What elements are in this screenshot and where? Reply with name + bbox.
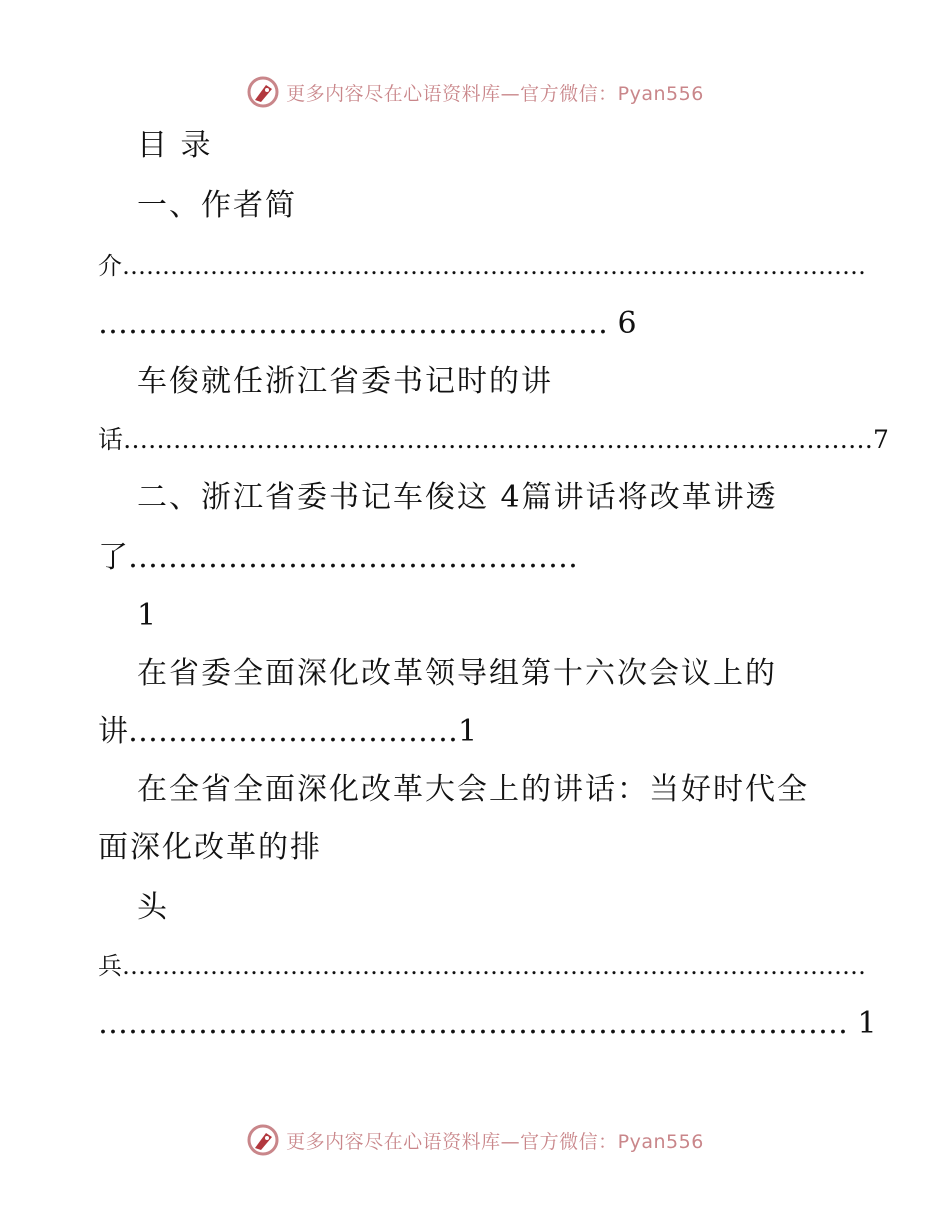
toc-line-10: 讲……………………………1 <box>98 714 478 749</box>
footer-watermark-banner <box>0 1120 950 1160</box>
pen-nib-logo-icon <box>246 1123 280 1157</box>
toc-title: 目 录 <box>137 128 213 163</box>
toc-line-1: 一、作者简 <box>137 188 297 223</box>
toc-line-9: 在省委全面深化改革领导组第十六次会议上的 <box>137 656 777 691</box>
toc-line-4: 车俊就任浙江省委书记时的讲 <box>137 364 553 399</box>
toc-line-13: 头 <box>137 890 169 925</box>
watermark-text: 更多内容尽在心语资料库—官方微信：Pyan556 <box>286 82 704 105</box>
toc-line-2: 介………………………………………………………………………………… <box>98 252 866 280</box>
toc-line-11: 在全省全面深化改革大会上的讲话：当好时代全 <box>137 772 809 807</box>
watermark-text: 更多内容尽在心语资料库—官方微信：Pyan556 <box>286 1130 704 1153</box>
toc-line-7: 了……………………………………… <box>98 540 578 575</box>
toc-line-8: 1 <box>137 598 159 633</box>
pen-nib-logo-icon <box>246 75 280 109</box>
toc-line-3: …………………………………………… 6 <box>98 306 637 341</box>
toc-line-12: 面深化改革的排 <box>98 830 322 865</box>
toc-line-5: 话………………………………………………………………………………7 <box>98 425 889 454</box>
toc-line-6: 二、浙江省委书记车俊这 4篇讲话将改革讲透 <box>137 480 778 515</box>
toc-line-15: ………………………………………………………………… 1 <box>98 1006 877 1041</box>
toc-line-14: 兵………………………………………………………………………………… <box>98 952 866 980</box>
header-watermark-banner <box>0 72 950 112</box>
